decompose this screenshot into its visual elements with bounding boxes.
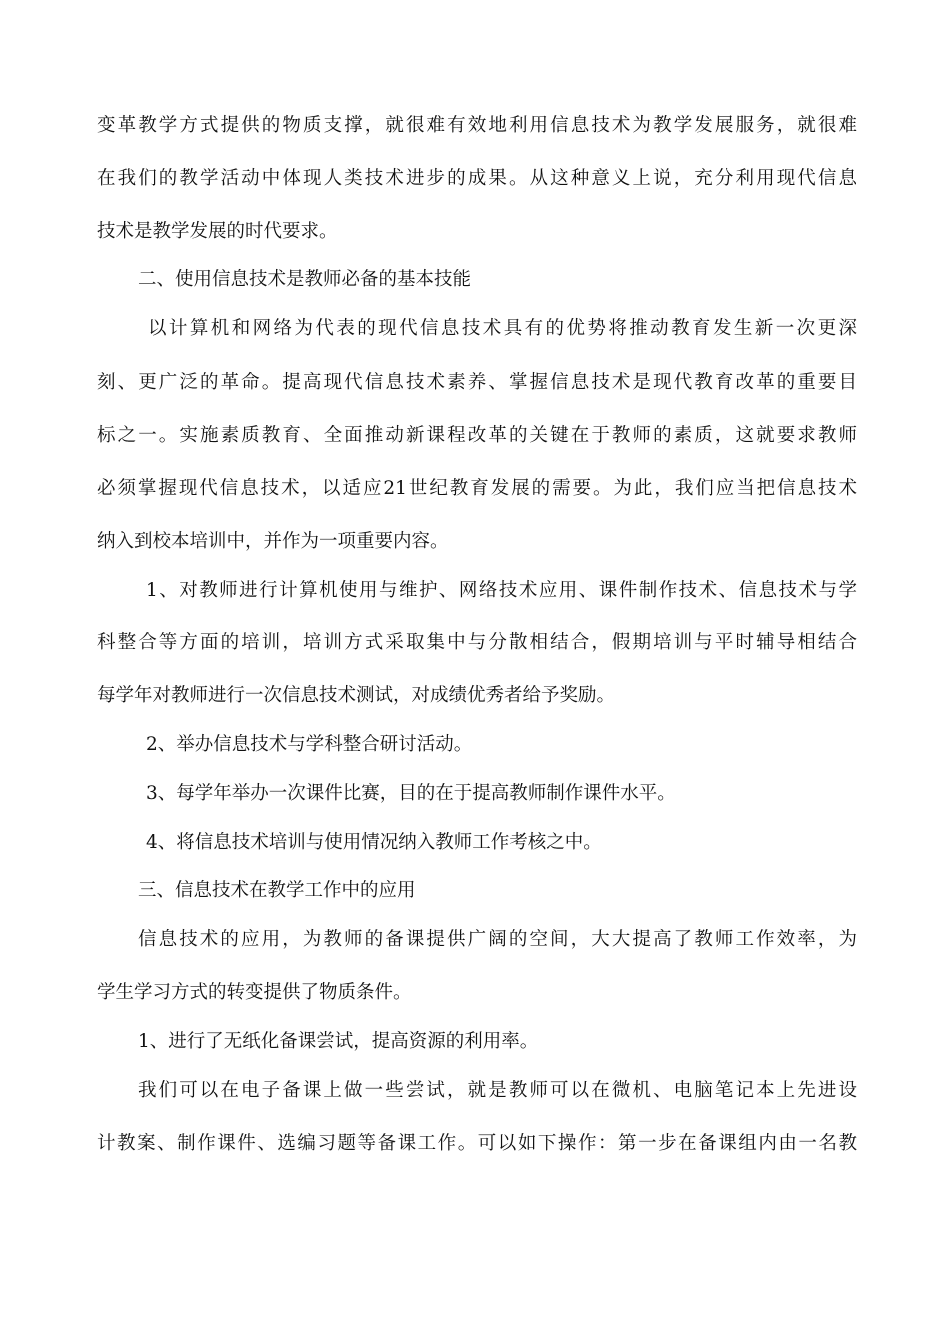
body-text-line: 必须掌握现代信息技术，以适应21世纪教育发展的需要。为此，我们应当把信息技术	[97, 478, 857, 499]
list-item-3: 3、每学年举办一次课件比赛，目的在于提高教师制作课件水平。	[146, 783, 676, 804]
body-text-line: 每学年对教师进行一次信息技术测试，对成绩优秀者给予奖励。	[97, 685, 616, 706]
body-text-line: 技术是教学发展的时代要求。	[97, 221, 338, 242]
body-text-line: 标之一。实施素质教育、全面推动新课程改革的关键在于教师的素质，这就要求教师	[97, 425, 857, 446]
body-text-line: 刻、更广泛的革命。提高现代信息技术素养、掌握信息技术是现代教育改革的重要目	[97, 372, 857, 393]
body-text-line: 计教案、制作课件、选编习题等备课工作。可以如下操作：第一步在备课组内由一名教	[97, 1133, 857, 1154]
body-text-line: 学生学习方式的转变提供了物质条件。	[97, 982, 412, 1003]
section-heading-3: 三、信息技术在教学工作中的应用	[138, 880, 416, 901]
body-text-line: 在我们的教学活动中体现人类技术进步的成果。从这种意义上说，充分利用现代信息	[97, 168, 857, 189]
body-text-line: 信息技术的应用，为教师的备课提供广阔的空间，大大提高了教师工作效率，为	[138, 929, 857, 950]
list-item-4: 4、将信息技术培训与使用情况纳入教师工作考核之中。	[146, 832, 602, 853]
body-text-line: 变革教学方式提供的物质支撑，就很难有效地利用信息技术为教学发展服务，就很难	[97, 115, 857, 136]
section-heading-2: 二、使用信息技术是教师必备的基本技能	[138, 269, 472, 290]
body-text-line: 科整合等方面的培训，培训方式采取集中与分散相结合，假期培训与平时辅导相结合	[97, 632, 857, 653]
body-text-line: 以计算机和网络为代表的现代信息技术具有的优势将推动教育发生新一次更深	[148, 318, 857, 339]
body-text-line: 我们可以在电子备课上做一些尝试，就是教师可以在微机、电脑笔记本上先进设	[138, 1080, 857, 1101]
list-item-1: 1、对教师进行计算机使用与维护、网络技术应用、课件制作技术、信息技术与学	[146, 580, 857, 601]
list-item-1b: 1、进行了无纸化备课尝试，提高资源的利用率。	[138, 1031, 539, 1052]
list-item-2: 2、举办信息技术与学科整合研讨活动。	[146, 734, 473, 755]
body-text-line: 纳入到校本培训中，并作为一项重要内容。	[97, 531, 449, 552]
